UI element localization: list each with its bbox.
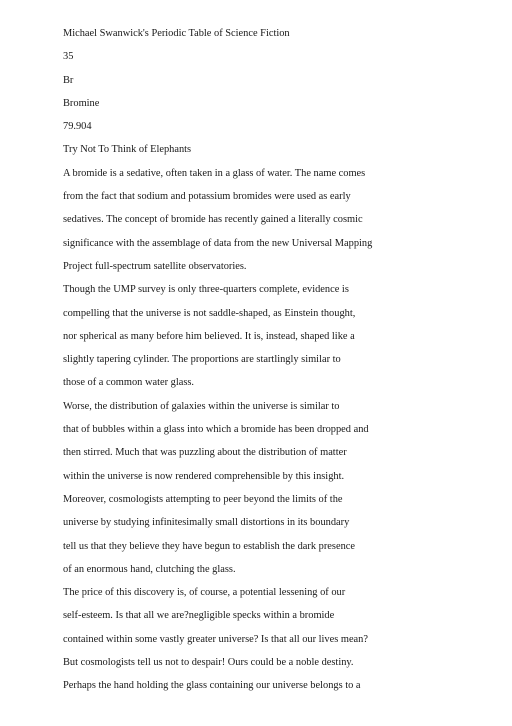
body-line: significance with the assemblage of data from the new Universal Mapping xyxy=(63,237,373,249)
body-line: Perhaps the hand holding the glass containing our universe belongs to a xyxy=(63,680,361,692)
body-line: slightly tapering cylinder. The proportions are startlingly similar to xyxy=(63,354,341,366)
body-line: universe by studying infinitesimally small distortions in its boundary xyxy=(63,517,350,529)
body-line: A bromide is a sedative, often taken in a glass of water. The name comes xyxy=(63,167,366,179)
body-line: those of a common water glass. xyxy=(63,377,195,389)
body-line: self-esteem. Is that all we are?negligible specks within a bromide xyxy=(63,610,335,622)
body-line: that of bubbles within a glass into which a bromide has been dropped and xyxy=(63,424,369,436)
body-line: then stirred. Much that was puzzling about the distribution of matter xyxy=(63,447,347,459)
body-line: of an enormous hand, clutching the glass. xyxy=(63,563,236,575)
body-line: compelling that the universe is not saddle-shaped, as Einstein thought, xyxy=(63,307,356,319)
atomic-number: 35 xyxy=(63,51,74,63)
body-line: tell us that they believe they have begun to establish the dark presence xyxy=(63,540,355,552)
body-line: The price of this discovery is, of course, a potential lessening of our xyxy=(63,587,346,599)
element-symbol: Br xyxy=(63,74,74,86)
body-line: from the fact that sodium and potassium bromides were used as early xyxy=(63,191,351,203)
element-name: Bromine xyxy=(63,97,100,109)
body-line: Project full-spectrum satellite observatories. xyxy=(63,260,247,272)
story-title: Try Not To Think of Elephants xyxy=(63,144,192,156)
body-line: contained within some vastly greater universe? Is that all our lives mean? xyxy=(63,633,368,645)
body-line: Moreover, cosmologists attempting to peer beyond the limits of the xyxy=(63,493,343,505)
body-line: But cosmologists tell us not to despair! Ours could be a noble destiny. xyxy=(63,657,354,669)
body-line: Worse, the distribution of galaxies within the universe is similar to xyxy=(63,400,340,412)
body-line: within the universe is now rendered comprehensible by this insight. xyxy=(63,470,345,482)
body-line: sedatives. The concept of bromide has recently gained a literally cosmic xyxy=(63,214,363,226)
body-line: nor spherical as many before him believed. It is, instead, shaped like a xyxy=(63,330,355,342)
body-line: Though the UMP survey is only three-quarters complete, evidence is xyxy=(63,284,349,296)
atomic-weight: 79.904 xyxy=(63,121,92,133)
book-title: Michael Swanwick's Periodic Table of Science Fiction xyxy=(63,28,290,39)
document-page xyxy=(63,22,493,698)
